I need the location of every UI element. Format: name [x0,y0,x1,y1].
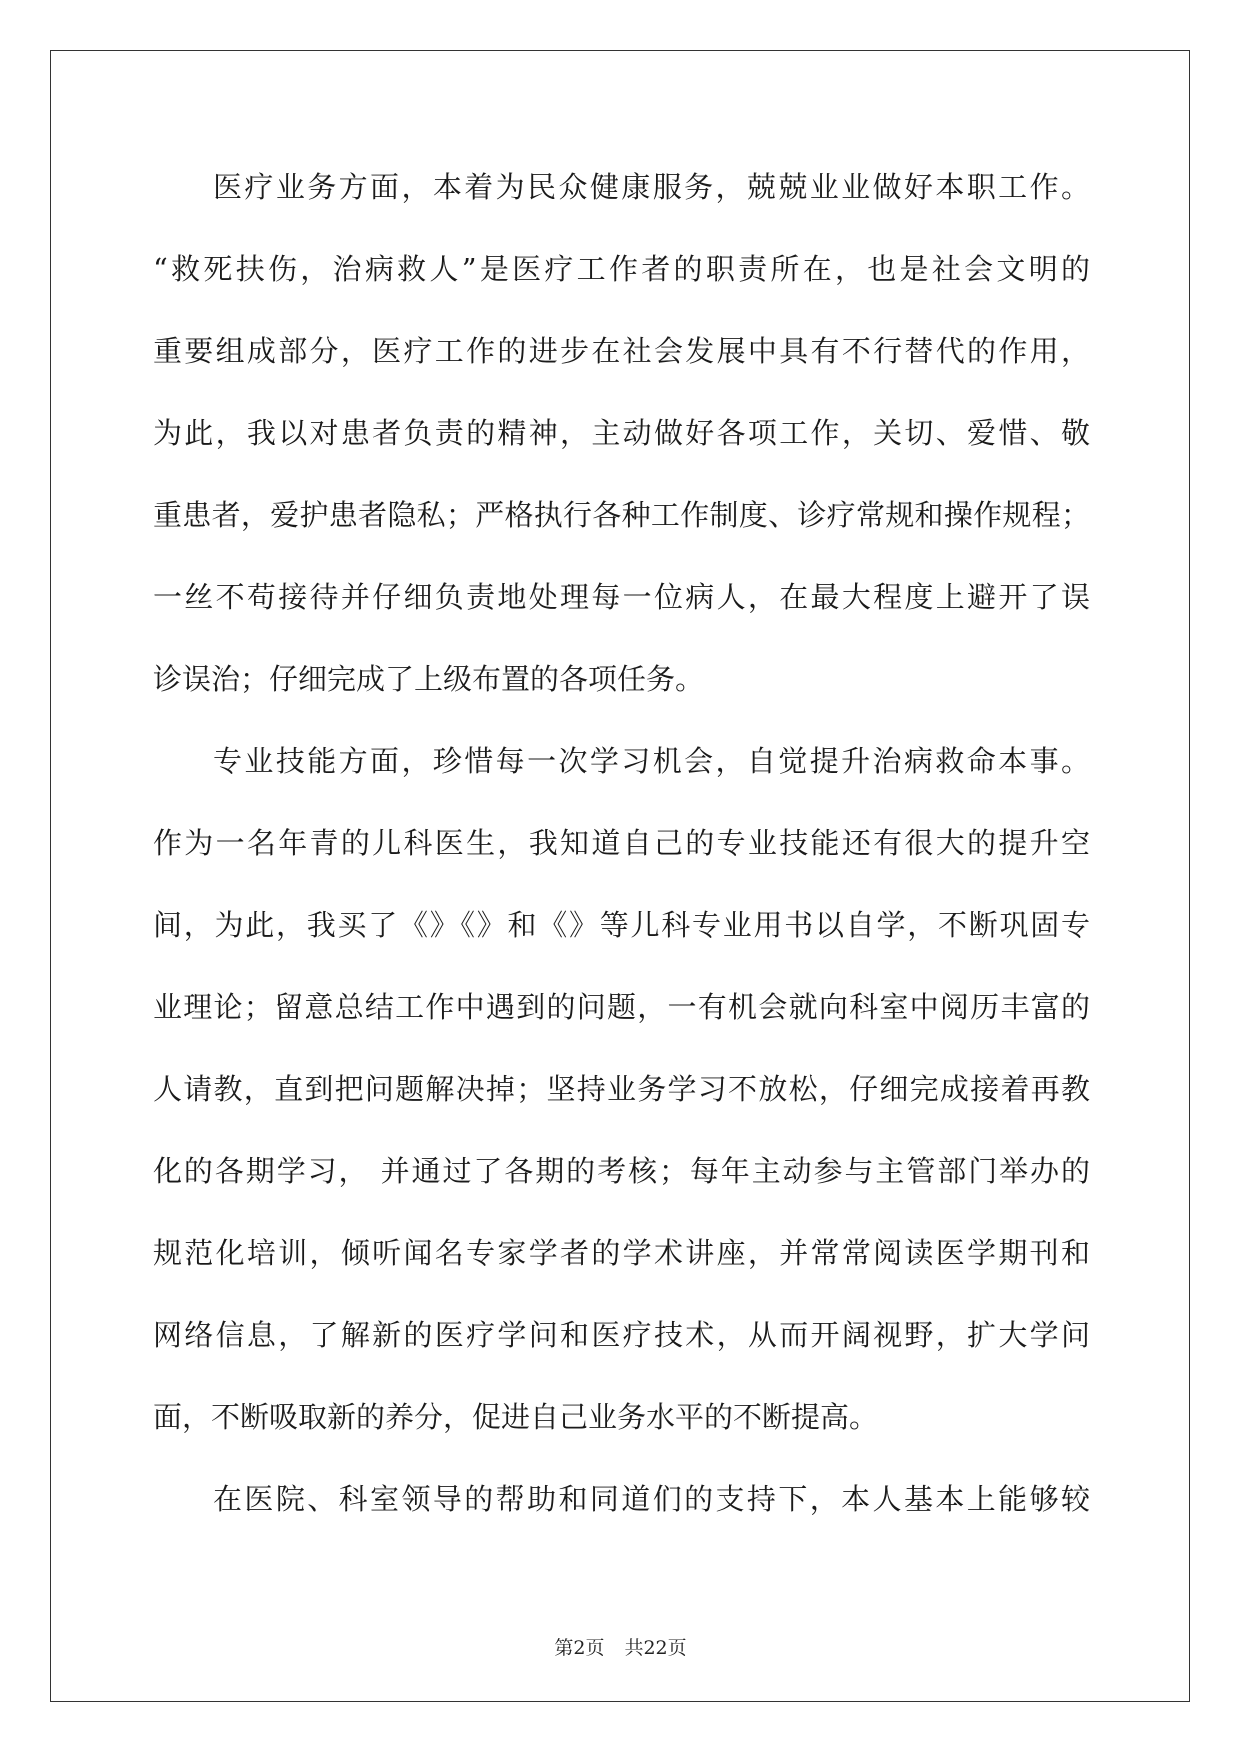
paragraph-1-line-4: 为此，我以对患者负责的精神，主动做好各项工作，关切、爱惜、敬 [153,416,1090,450]
paragraph-3-line-1: 在医院、科室领导的帮助和同道们的支持下，本人基本上能够较 [213,1482,1090,1516]
document-body [153,163,1090,1557]
paragraph-1-line-5: 重患者，爱护患者隐私；严格执行各种工作制度、诊疗常规和操作规程； [153,498,1090,532]
paragraph-2-line-6: 化的各期学习， 并通过了各期的考核；每年主动参与主管部门举办的 [153,1154,1090,1188]
paragraph-1-line-2: “救死扶伤，治病救人”是医疗工作者的职责所在，也是社会文明的 [153,252,1090,286]
paragraph-1-line-6: 一丝不苟接待并仔细负责地处理每一位病人，在最大程度上避开了误 [153,580,1090,614]
paragraph-2-line-2: 作为一名年青的儿科医生，我知道自己的专业技能还有很大的提升空 [153,826,1090,860]
paragraph-2-line-3: 间，为此，我买了《》《》和《》等儿科专业用书以自学，不断巩固专 [153,908,1090,942]
paragraph-2-line-5: 人请教，直到把问题解决掉；坚持业务学习不放松，仔细完成接着再教 [153,1072,1090,1106]
paragraph-2-line-7: 规范化培训，倾听闻名专家学者的学术讲座，并常常阅读医学期刊和 [153,1236,1090,1270]
paragraph-1-line-1: 医疗业务方面，本着为民众健康服务，兢兢业业做好本职工作。 [213,170,1090,204]
paragraph-1-line-3: 重要组成部分，医疗工作的进步在社会发展中具有不行替代的作用， [153,334,1090,368]
page-number: 第2页 [554,1637,605,1659]
paragraph-2-line-4: 业理论；留意总结工作中遇到的问题，一有机会就向科室中阅历丰富的 [153,990,1090,1024]
paragraph-1-line-7: 诊误治；仔细完成了上级布置的各项任务。 [153,662,705,696]
paragraph-2-line-8: 网络信息，了解新的医疗学问和医疗技术，从而开阔视野，扩大学问 [153,1318,1090,1352]
paragraph-2-line-1: 专业技能方面，珍惜每一次学习机会，自觉提升治病救命本事。 [213,744,1090,778]
page-total: 共22页 [624,1637,687,1659]
page-footer [0,1633,1241,1660]
paragraph-2-line-9: 面，不断吸取新的养分，促进自己业务水平的不断提高。 [153,1400,879,1434]
